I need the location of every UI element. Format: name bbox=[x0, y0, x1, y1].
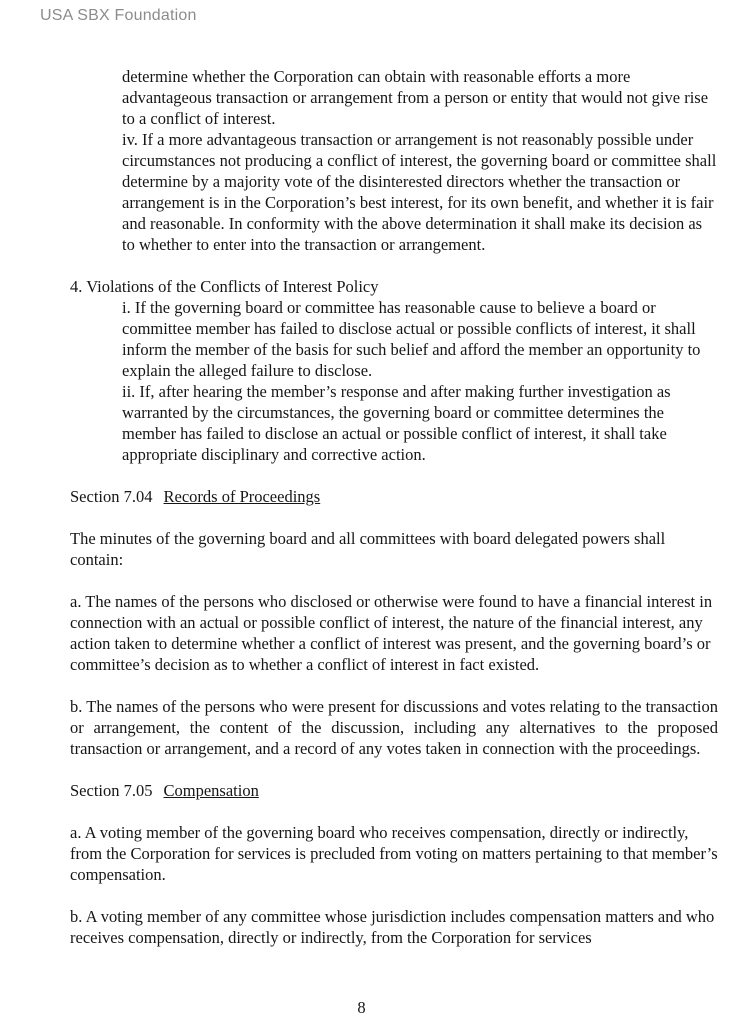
section-7-05-label: Section 7.05 bbox=[70, 781, 153, 800]
document-body bbox=[70, 66, 718, 948]
clause-ii: ii. If, after hearing the member’s response and after making further investigation as warranted by the circumstances, the governing board or committee determines the member has failed to disclose an actual or possible conflict of interest, it shall take appropriate disciplinary and corrective action. bbox=[122, 382, 671, 464]
section-7-05-title: Compensation bbox=[163, 781, 259, 800]
section-7-04-label: Section 7.04 bbox=[70, 487, 153, 506]
section-7-04-heading bbox=[70, 486, 718, 507]
clause-iii-continuation: determine whether the Corporation can obtain with reasonable efforts a more advantageous transaction or arrangement from a person or entity that would not give rise to a conflict of interest. bbox=[122, 67, 709, 128]
clause-iv: iv. If a more advantageous transaction or arrangement is not reasonably possible under circumstances not producing a conflict of interest, the governing board or committee shall determine by a majority vote of the disinterested directors whether the transaction or arrangement is in the Corporation’s best interest, for its own benefit, and whether it is fair and reasonable. In conformity with the above determination it shall make its decision as to whether to enter into the transaction or arrangement. bbox=[122, 130, 717, 254]
violations-heading: 4. Violations of the Conflicts of Interest Policy bbox=[70, 277, 379, 296]
section-7-05-heading bbox=[70, 780, 718, 801]
compensation-item-b: b. A voting member of any committee whose jurisdiction includes compensation matters and who receives compensation, directly or indirectly, from the Corporation for services bbox=[70, 907, 715, 947]
records-item-b: b. The names of the persons who were present for discussions and votes relating to the transaction or arrangement, the content of the discussion, including any alternatives to the proposed transaction or arrangement, and a record of any votes taken in connection with the proceedings. bbox=[70, 697, 718, 758]
page-number: 8 bbox=[357, 998, 366, 1017]
records-item-a: a. The names of the persons who disclosed or otherwise were found to have a financial interest in connection with an actual or possible conflict of interest, the nature of the financial interest, any action taken to determine whether a conflict of interest was present, and the governing board’s or committee’s decision as to whether a conflict of interest in fact existed. bbox=[70, 592, 713, 674]
section-7-04-title: Records of Proceedings bbox=[163, 487, 321, 506]
clause-i: i. If the governing board or committee has reasonable cause to believe a board or committee member has failed to disclose actual or possible conflicts of interest, it shall inform the member of the basis for such belief and afford the member an opportunity to explain the alleged failure to disclose. bbox=[122, 298, 701, 380]
minutes-intro: The minutes of the governing board and all committees with board delegated powers shall contain: bbox=[70, 529, 666, 569]
compensation-item-a: a. A voting member of the governing board who receives compensation, directly or indirectly, from the Corporation for services is precluded from voting on matters pertaining to that member’s compensation. bbox=[70, 823, 718, 884]
running-header: USA SBX Foundation bbox=[40, 7, 197, 24]
